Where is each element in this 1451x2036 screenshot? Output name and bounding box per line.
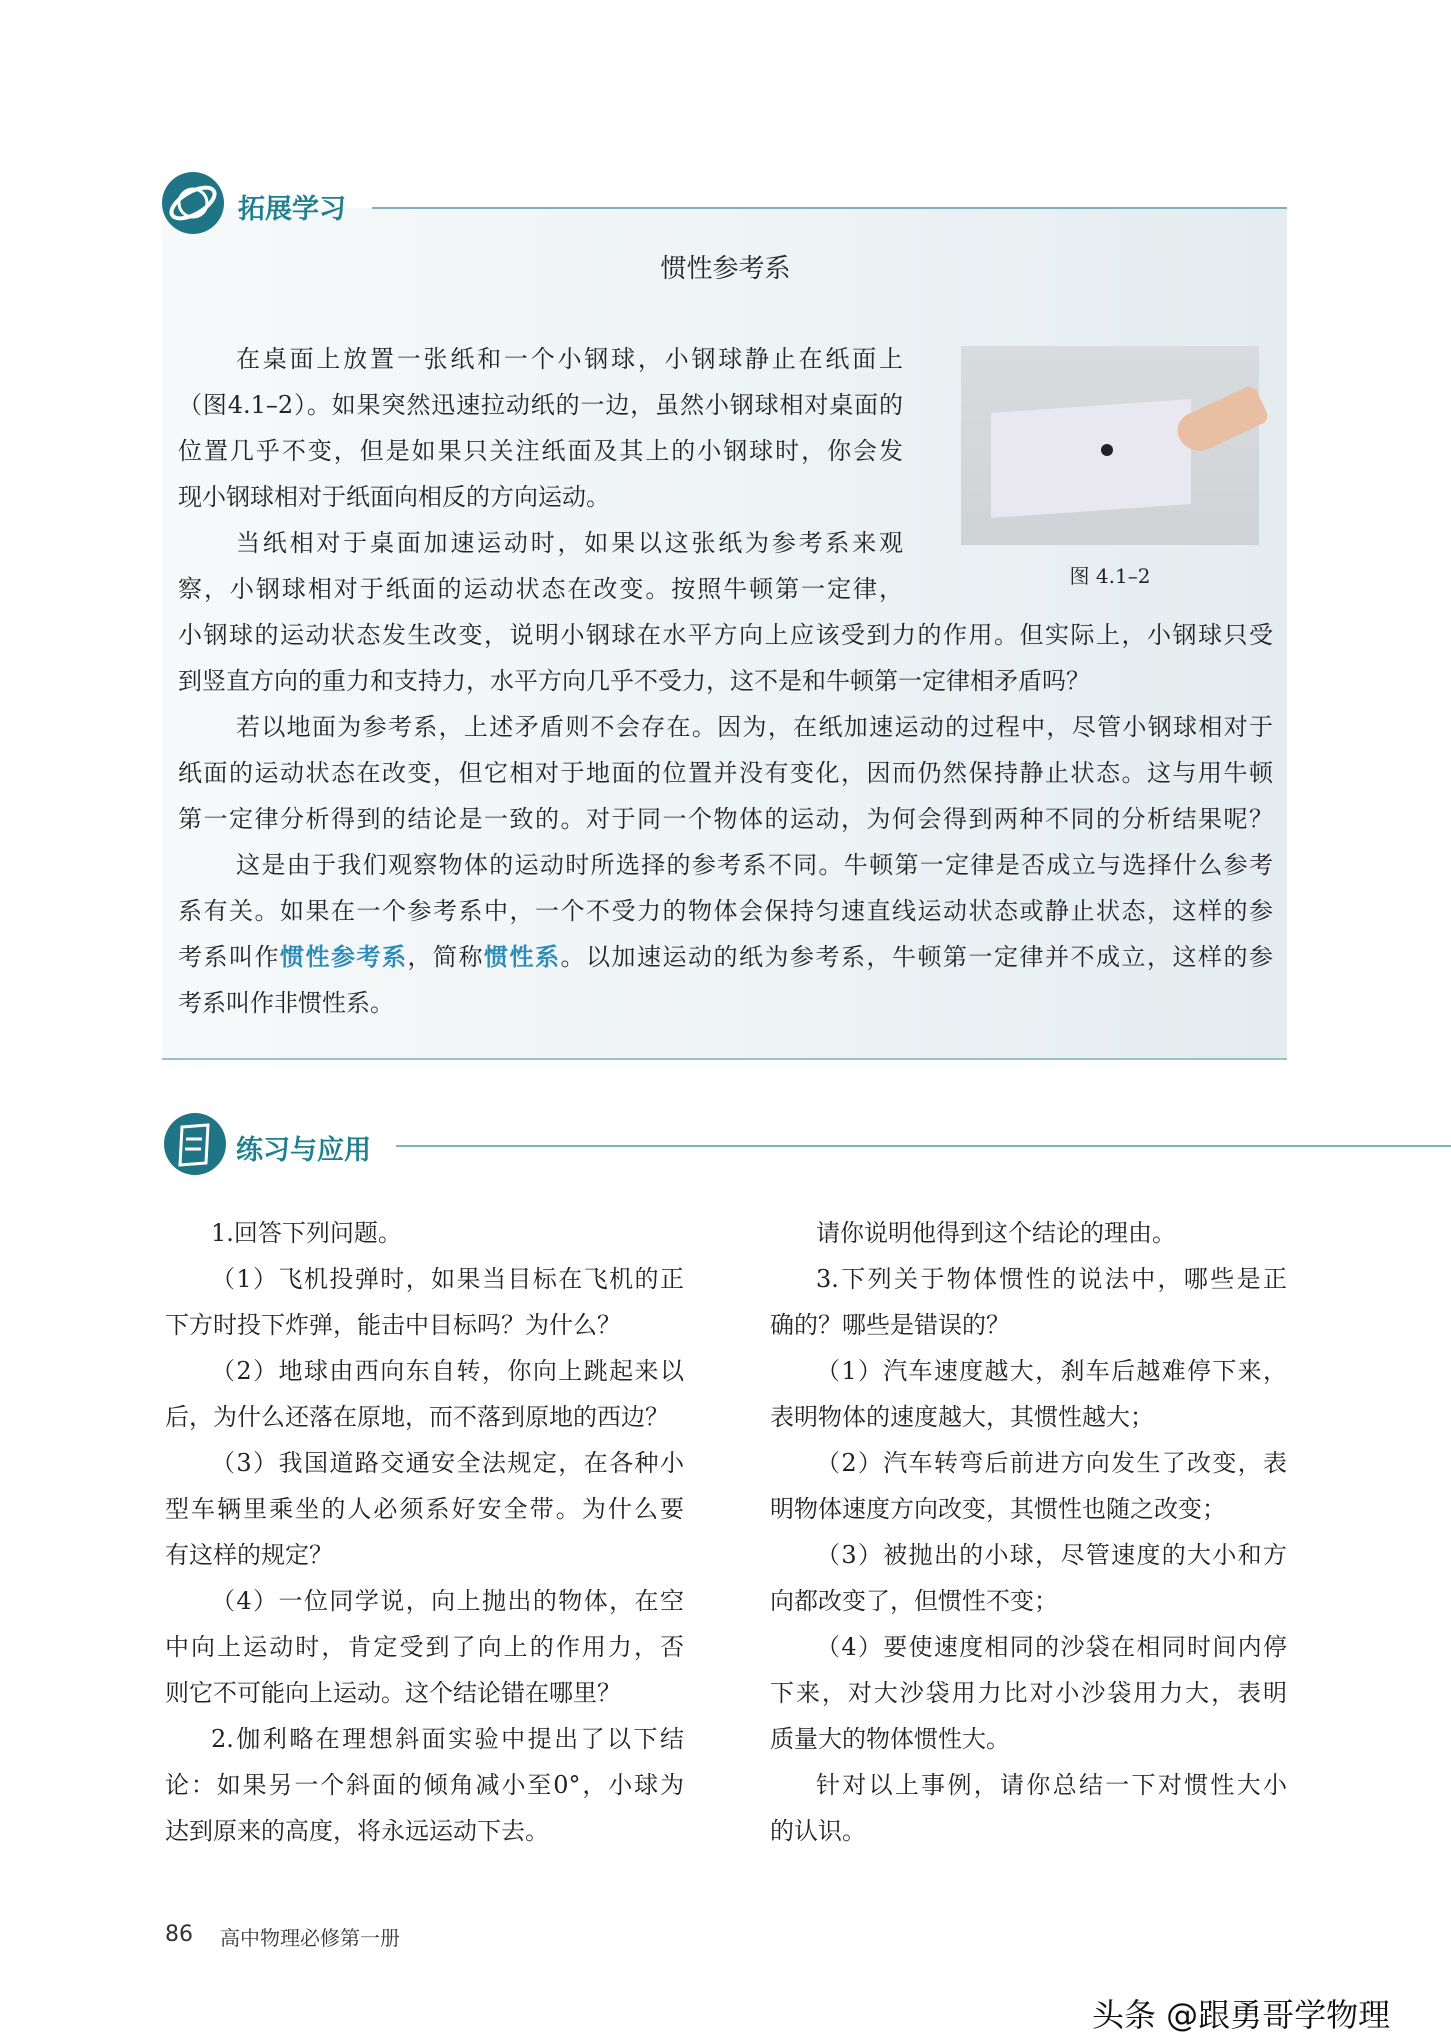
exercise-line: （4）要使速度相同的沙袋在相同时间内停 — [816, 1633, 1287, 1661]
hand — [1172, 384, 1270, 458]
notebook-icon — [164, 1113, 226, 1175]
paragraph-line — [178, 894, 1273, 928]
exercise-line: （2）地球由西向东自转，你向上跳起来以 — [211, 1357, 684, 1385]
text-segment: 考系叫作非惯性系。 — [178, 989, 394, 1017]
exercise-line: 针对以上事例，请你总结一下对惯性大小 — [816, 1771, 1287, 1799]
exercise-line: （1）汽车速度越大，刹车后越难停下来， — [816, 1357, 1287, 1385]
exercise-line: 2.伽利略在理想斜面实验中提出了以下结 — [211, 1725, 684, 1753]
book-title: 高中物理必修第一册 — [220, 1926, 400, 1950]
paragraph-line — [178, 434, 903, 468]
exercise-line: 有这样的规定？ — [165, 1541, 333, 1569]
text-segment: 第一定律分析得到的结论是一致的。对于同一个物体的运动，为何会得到两种不同的分析结果呢？ — [178, 805, 1273, 833]
exercise-line: 型车辆里乘坐的人必须系好安全带。为什么要 — [165, 1495, 684, 1523]
globe-icon — [162, 172, 224, 234]
text-segment: 到竖直方向的重力和支持力，水平方向几乎不受力，这不是和牛顿第一定律相矛盾吗？ — [178, 667, 1090, 695]
text-segment: 当纸相对于桌面加速运动时，如果以这张纸为参考系来观 — [236, 529, 903, 557]
paragraph-line — [236, 710, 1273, 744]
text-segment: 位置几乎不变，但是如果只关注纸面及其上的小钢球时，你会发 — [178, 437, 903, 465]
text-segment: 这是由于我们观察物体的运动时所选择的参考系不同。牛顿第一定律是否成立与选择什么参考 — [236, 851, 1273, 879]
exercise-line: 质量大的物体惯性大。 — [770, 1725, 1010, 1753]
section-heading-exercises: 练习与应用 — [236, 1135, 371, 1166]
section-heading-extension: 拓展学习 — [238, 194, 346, 225]
figure-caption: 图 4.1–2 — [1069, 564, 1151, 588]
paragraph-line — [178, 664, 1273, 698]
exercise-line: 中向上运动时，肯定受到了向上的作用力，否 — [165, 1633, 684, 1661]
paragraph-line — [178, 802, 1273, 836]
heading-rule — [396, 1145, 1451, 1147]
paragraph-line — [178, 388, 903, 422]
paragraph-line — [178, 618, 1273, 652]
paragraph-line — [178, 572, 903, 606]
exercise-line: 达到原来的高度，将永远运动下去。 — [165, 1817, 549, 1845]
exercise-line: 下来，对大沙袋用力比对小沙袋用力大，表明 — [770, 1679, 1287, 1707]
text-segment: 。以加速运动的纸为参考系，牛顿第一定律并不成立，这样的参 — [560, 943, 1273, 971]
exercise-line: 明物体速度方向改变，其惯性也随之改变； — [770, 1495, 1226, 1523]
text-segment: 纸面的运动状态在改变，但它相对于地面的位置并没有变化，因而仍然保持静止状态。这与用牛顿 — [178, 759, 1273, 787]
paragraph-line — [178, 940, 1273, 974]
text-segment: 若以地面为参考系，上述矛盾则不会存在。因为，在纸加速运动的过程中，尽管小钢球相对于 — [236, 713, 1273, 741]
exercise-line: 表明物体的速度越大，其惯性越大； — [770, 1403, 1154, 1431]
article-title: 惯性参考系 — [660, 254, 791, 284]
exercise-line: 向都改变了，但惯性不变； — [770, 1587, 1058, 1615]
paragraph-line — [178, 480, 903, 514]
text-segment: 考系叫作 — [178, 943, 280, 971]
page-number: 86 — [165, 1922, 193, 1947]
text-segment: 系有关。如果在一个参考系中，一个不受力的物体会保持匀速直线运动状态或静止状态，这样的参 — [178, 897, 1273, 925]
watermark: 头条 @跟勇哥学物理 — [1092, 1996, 1391, 2034]
exercise-line: 1.回答下列问题。 — [211, 1219, 402, 1247]
exercise-line: （1）飞机投弹时，如果当目标在飞机的正 — [211, 1265, 684, 1293]
exercise-line: 论：如果另一个斜面的倾角减小至0°，小球为 — [165, 1771, 684, 1799]
key-term: 惯性参考系 — [280, 943, 408, 971]
exercise-line: （2）汽车转弯后前进方向发生了改变，表 — [816, 1449, 1287, 1477]
paragraph-line — [178, 986, 1273, 1020]
paragraph-line — [236, 526, 903, 560]
figure-paper-ball-photo — [961, 346, 1259, 545]
exercise-line: 3.下列关于物体惯性的说法中，哪些是正 — [816, 1265, 1287, 1293]
paragraph-line — [178, 756, 1273, 790]
text-segment: 察，小钢球相对于纸面的运动状态在改变。按照牛顿第一定律， — [178, 575, 903, 603]
text-segment: ，简称 — [407, 943, 484, 971]
text-segment: 现小钢球相对于纸面向相反的方向运动。 — [178, 483, 610, 511]
exercise-line: 的认识。 — [770, 1817, 866, 1845]
exercise-line: 下方时投下炸弹，能击中目标吗？为什么？ — [165, 1311, 621, 1339]
exercise-line: （3）我国道路交通安全法规定，在各种小 — [211, 1449, 684, 1477]
exercise-line: 请你说明他得到这个结论的理由。 — [816, 1219, 1176, 1247]
paragraph-line — [236, 848, 1273, 882]
exercise-line: 确的？哪些是错误的？ — [770, 1311, 1010, 1339]
heading-rule — [372, 207, 1287, 209]
paragraph-line — [236, 342, 903, 376]
paper-sheet — [991, 399, 1191, 518]
key-term: 惯性系 — [484, 943, 561, 971]
exercise-line: 后，为什么还落在原地，而不落到原地的西边？ — [165, 1403, 669, 1431]
exercise-line: （3）被抛出的小球，尽管速度的大小和方 — [816, 1541, 1287, 1569]
steel-ball — [1101, 444, 1113, 456]
text-segment: 在桌面上放置一张纸和一个小钢球，小钢球静止在纸面上 — [236, 345, 903, 373]
text-segment: 小钢球的运动状态发生改变，说明小钢球在水平方向上应该受到力的作用。但实际上，小钢球只受 — [178, 621, 1273, 649]
text-segment: （图4.1–2）。如果突然迅速拉动纸的一边，虽然小钢球相对桌面的 — [178, 391, 903, 419]
exercise-line: 则它不可能向上运动。这个结论错在哪里？ — [165, 1679, 621, 1707]
exercise-line: （4）一位同学说，向上抛出的物体，在空 — [211, 1587, 684, 1615]
